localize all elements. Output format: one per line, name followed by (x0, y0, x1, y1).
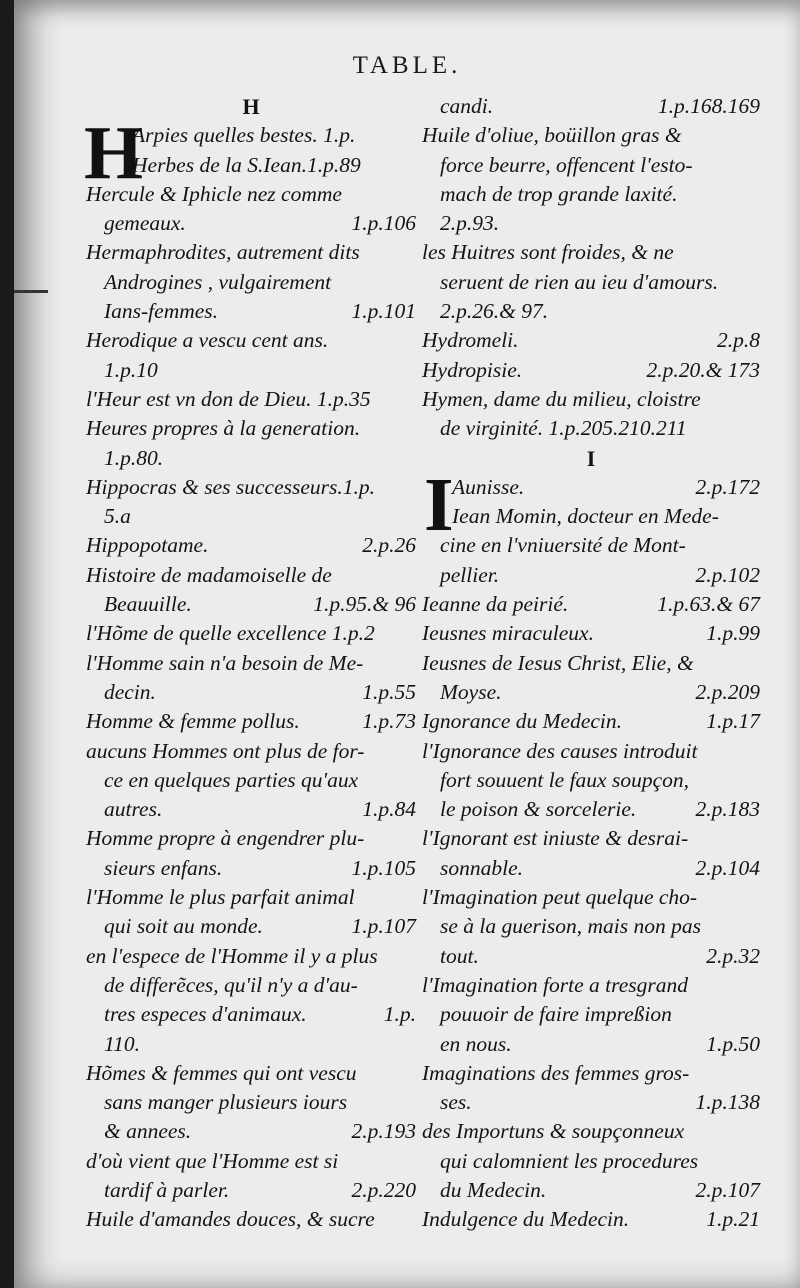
index-entry-continuation (422, 1088, 760, 1117)
page-reference: 1.p.17 (706, 709, 760, 734)
entry-text: l'Hõme de quelle excellence 1.p.2 (86, 621, 375, 646)
page-reference: 2.p.8 (717, 328, 760, 353)
index-entry (422, 121, 760, 150)
page-reference: 1.p.50 (706, 1031, 760, 1056)
entry-text: Ieusnes de Iesus Christ, Elie, & (422, 650, 694, 675)
drop-capital: I (424, 462, 454, 547)
index-entry-continuation (422, 795, 760, 824)
index-entry (86, 1147, 416, 1176)
entry-text: tardif à parler. (104, 1177, 230, 1202)
page-header: TABLE. (352, 52, 462, 79)
index-entry-continuation (86, 444, 416, 473)
index-entry (86, 561, 416, 590)
entry-text: Homme & femme pollus. (86, 709, 300, 734)
entry-text: se à la guerison, mais non pas (440, 914, 701, 939)
entry-text: 5.a (104, 504, 131, 529)
entry-text: en l'espece de l'Homme il y a plus (86, 943, 378, 968)
index-entry-continuation (86, 209, 416, 238)
page-reference: 2.p.209 (695, 679, 760, 704)
entry-text: cine en l'vniuersité de Mont- (440, 533, 686, 558)
index-entry-continuation (86, 1000, 416, 1029)
entry-text: Hymen, dame du milieu, cloistre (422, 386, 701, 411)
index-entry (86, 385, 416, 414)
index-entry-continuation (422, 297, 760, 326)
index-entry (422, 590, 760, 619)
index-entry (86, 824, 416, 853)
index-entry-continuation (422, 854, 760, 883)
index-entry-continuation (86, 590, 416, 619)
margin-mark (14, 290, 48, 293)
index-entry-continuation (86, 1088, 416, 1117)
index-entry (422, 883, 760, 912)
index-entry-continuation (422, 1030, 760, 1059)
index-entry-continuation (86, 1030, 416, 1059)
index-entry (86, 531, 416, 560)
index-entry-continuation (86, 971, 416, 1000)
section-letter: I (586, 445, 596, 471)
index-entry-continuation (86, 1176, 416, 1205)
entry-text: l'Ignorance des causes introduit (422, 738, 698, 763)
entry-text: decin. (104, 679, 156, 704)
entry-text: Hydromeli. (422, 328, 519, 353)
index-entry (86, 473, 416, 502)
entry-text: Beauuille. (104, 592, 192, 617)
index-entry-continuation (422, 766, 760, 795)
index-entry-continuation (422, 92, 760, 121)
index-entry (86, 883, 416, 912)
page-reference: 1.p.63.& 67 (657, 592, 760, 617)
entry-text: Herbes de la S.Iean.1.p.89 (132, 152, 361, 177)
entry-text: 1.p.10 (104, 357, 158, 382)
index-entry (86, 1205, 416, 1234)
entry-text: les Huitres sont froides, & ne (422, 240, 674, 265)
entry-text: Huile d'oliue, boüillon gras & (422, 123, 682, 148)
index-entry (422, 737, 760, 766)
index-entry (86, 942, 416, 971)
index-entry-continuation (422, 561, 760, 590)
entry-text: Hydropisie. (422, 357, 523, 382)
page-reference: 1.p.95.& 96 (313, 592, 416, 617)
index-entry (86, 649, 416, 678)
index-entry-continuation (86, 151, 416, 180)
index-entry-continuation (86, 854, 416, 883)
index-entry-continuation (422, 502, 760, 531)
index-entry (422, 619, 760, 648)
page-reference: 2.p.26 (362, 533, 416, 558)
entry-text: l'Homme sain n'a besoin de Me- (86, 650, 364, 675)
entry-text: seruent de rien au ieu d'amours. (440, 269, 719, 294)
entry-text: Histoire de madamoiselle de (86, 562, 332, 587)
entry-text: autres. (104, 797, 163, 822)
index-entry-continuation (422, 531, 760, 560)
index-entry (422, 824, 760, 853)
page-reference: 1.p.99 (706, 621, 760, 646)
page-reference: 2.p.172 (695, 474, 760, 499)
page-reference: 2.p.102 (695, 562, 760, 587)
drop-capital: H (84, 111, 144, 196)
index-entry (86, 737, 416, 766)
entry-text: 110. (104, 1031, 141, 1056)
page-reference: 1.p.106 (351, 211, 416, 236)
index-entry-continuation (422, 1147, 760, 1176)
entry-text: Hermaphrodites, autrement dits (86, 240, 360, 265)
index-entry-continuation (86, 912, 416, 941)
index-entry (86, 180, 416, 209)
entry-text: Ignorance du Medecin. (422, 709, 622, 734)
index-entry-continuation (422, 268, 760, 297)
page-reference: 1.p.168.169 (657, 94, 760, 118)
entry-text: Hercule & Iphicle nez comme (86, 181, 342, 206)
index-entry-continuation (422, 912, 760, 941)
entry-text: Heures propres à la generation. (86, 416, 361, 441)
page-reference: 2.p.104 (695, 855, 760, 880)
index-entry-continuation (422, 1176, 760, 1205)
entry-text: de differẽces, qu'il n'y a d'au- (104, 972, 358, 997)
index-entry-continuation (422, 209, 760, 238)
page-reference: 2.p.107 (695, 1177, 760, 1202)
page-reference: 2.p.20.& 173 (646, 357, 760, 382)
entry-text: 2.p.26.& 97. (440, 299, 549, 324)
index-entry (422, 649, 760, 678)
entry-text: tres especes d'animaux. (104, 1002, 307, 1027)
entry-text: Ieanne da peirié. (422, 592, 569, 617)
entry-text: sieurs enfans. (104, 855, 223, 880)
index-entry (86, 707, 416, 736)
entry-text: qui soit au monde. (104, 914, 263, 939)
entry-text: sans manger plusieurs iours (104, 1090, 348, 1115)
index-entry-continuation (86, 795, 416, 824)
entry-text: Iean Momin, docteur en Mede- (452, 504, 719, 529)
page-reference: 2.p.193 (351, 1119, 416, 1144)
entry-text: aucuns Hommes ont plus de for- (86, 738, 365, 763)
index-entry-continuation (86, 766, 416, 795)
index-entry (422, 1059, 760, 1088)
entry-text: l'Imagination peut quelque cho- (422, 885, 698, 910)
section-letter: H (242, 94, 260, 119)
index-entry-continuation (422, 1000, 760, 1029)
index-entry (422, 356, 760, 385)
entry-text: Indulgence du Medecin. (422, 1207, 630, 1232)
entry-text: ses. (440, 1090, 472, 1115)
index-entry-continuation (86, 356, 416, 385)
page-reference: 2.p.220 (351, 1177, 416, 1202)
page-reference: 1.p.84 (362, 797, 416, 822)
entry-text: l'Homme le plus parfait animal (86, 885, 355, 910)
index-entry (86, 1059, 416, 1088)
entry-text: Homme propre à engendrer plu- (86, 826, 365, 851)
entry-text: candi. (440, 94, 494, 118)
page-reference: 2.p.32 (706, 943, 760, 968)
index-entry-continuation (422, 678, 760, 707)
page-reference: 1.p.138 (695, 1090, 760, 1115)
entry-text: du Medecin. (440, 1177, 547, 1202)
entry-text: force beurre, offencent l'esto- (440, 152, 693, 177)
left-column (86, 92, 416, 1235)
page-reference: 1.p.21 (706, 1207, 760, 1232)
entry-text: l'Heur est vn don de Dieu. 1.p.35 (86, 386, 371, 411)
entry-text: Ians-femmes. (104, 299, 219, 324)
page-reference: 1.p.55 (362, 679, 416, 704)
index-entry-continuation (86, 502, 416, 531)
index-entry (422, 1205, 760, 1234)
entry-text: Moyse. (440, 679, 502, 704)
page-reference: 1.p.107 (351, 914, 416, 939)
index-entry-continuation (422, 151, 760, 180)
index-entry (86, 326, 416, 355)
index-entry (86, 238, 416, 267)
entry-text: des Importuns & soupçonneux (422, 1119, 685, 1144)
entry-text: ce en quelques parties qu'aux (104, 767, 359, 792)
entry-text: 1.p.80. (104, 445, 164, 470)
right-column (422, 92, 760, 1235)
entry-text: 2.p.93. (440, 211, 500, 236)
index-entry (422, 385, 760, 414)
index-entry-continuation (86, 297, 416, 326)
entry-text: Hõmes & femmes qui ont vescu (86, 1060, 357, 1085)
index-entry-continuation (86, 268, 416, 297)
index-entry (422, 707, 760, 736)
index-entry-continuation (422, 414, 760, 443)
entry-text: gemeaux. (104, 211, 186, 236)
entry-text: & annees. (104, 1119, 192, 1144)
entry-text: en nous. (440, 1031, 512, 1056)
entry-text: pouuoir de faire impreßion (440, 1002, 672, 1027)
index-entry-continuation (86, 678, 416, 707)
entry-text: l'Imagination forte a tresgrand (422, 972, 688, 997)
entry-text: sonnable. (440, 855, 524, 880)
entry-text: d'où vient que l'Homme est si (86, 1148, 339, 1173)
index-entry-continuation (86, 1117, 416, 1146)
index-entry-continuation (422, 942, 760, 971)
entry-text: pellier. (440, 562, 500, 587)
entry-text: l'Ignorant est iniuste & desrai- (422, 826, 689, 851)
index-entry (86, 414, 416, 443)
index-entry (422, 1117, 760, 1146)
page-reference: 1.p.101 (351, 299, 416, 324)
entry-text: de virginité. 1.p.205.210.211 (440, 416, 687, 441)
index-entry (422, 238, 760, 267)
book-page (14, 0, 800, 1288)
page-reference: 1.p.73 (362, 709, 416, 734)
entry-text: qui calomnient les procedures (440, 1148, 699, 1173)
entry-text: Imaginations des femmes gros- (422, 1060, 690, 1085)
index-entry (422, 326, 760, 355)
entry-text: tout. (440, 943, 479, 968)
entry-text: fort souuent le faux soupçon, (440, 767, 690, 792)
entry-text: Androgines , vulgairement (104, 269, 332, 294)
entry-text: Hippopotame. (86, 533, 209, 558)
page-reference: 1.p.105 (351, 855, 416, 880)
index-entry (422, 971, 760, 1000)
entry-text: le poison & sorcelerie. (440, 797, 637, 822)
entry-text: Herodique a vescu cent ans. (86, 328, 329, 353)
page-reference: 1.p. (383, 1002, 416, 1027)
entry-text: Aunisse. (452, 474, 525, 499)
entry-text: Hippocras & ses successeurs.1.p. (86, 474, 376, 499)
entry-text: Huile d'amandes douces, & sucre (86, 1207, 375, 1232)
page-reference: 2.p.183 (695, 797, 760, 822)
entry-text: Ieusnes miraculeux. (422, 621, 594, 646)
index-entry-continuation (422, 180, 760, 209)
index-entry (86, 619, 416, 648)
entry-text: Arpies quelles bestes. 1.p. (132, 123, 356, 148)
entry-text: mach de trop grande laxité. (440, 181, 678, 206)
